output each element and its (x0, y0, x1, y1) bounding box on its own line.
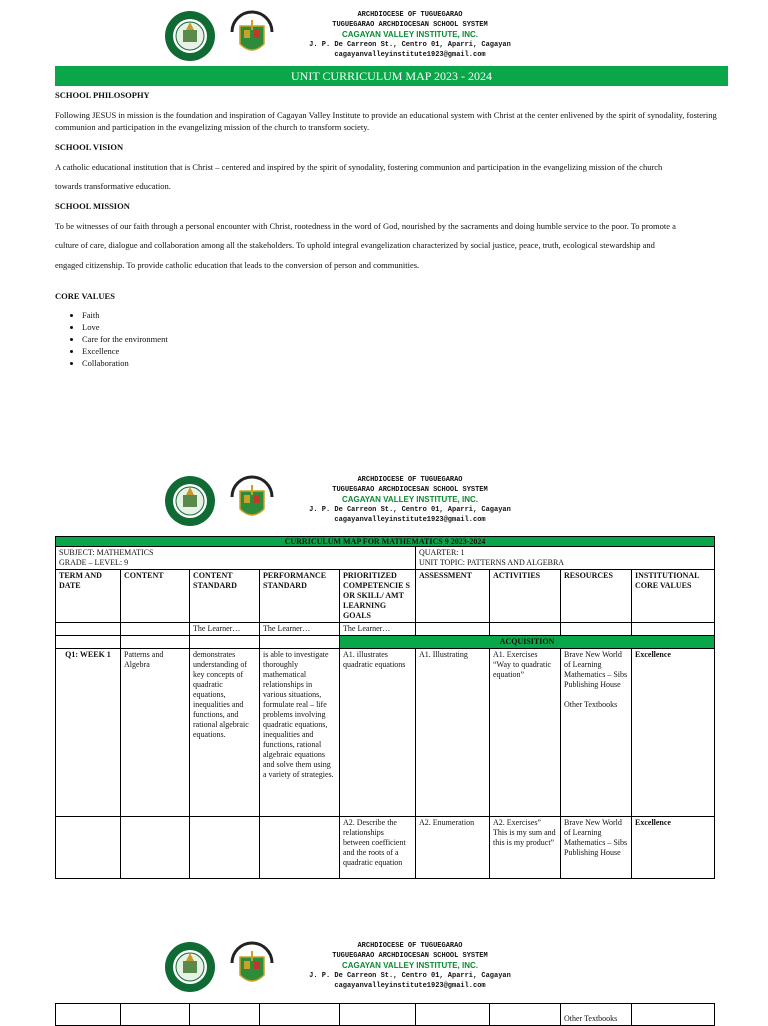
header-school-system: TUGUEGARAO ARCHDIOCESAN SCHOOL SYSTEM (332, 486, 488, 494)
core-value-cell: Excellence (632, 649, 715, 817)
content-cell: Patterns and Algebra (121, 649, 190, 817)
activities-cell: A2. Exercises” This is my sum and this is my product” (490, 817, 561, 879)
school-header (0, 941, 768, 1003)
vision-section (55, 141, 725, 192)
core-values-heading: CORE VALUES (55, 291, 115, 301)
competency-cell: A1. illustrates quadratic equations (340, 649, 416, 817)
col-header-activities: ACTIVITIES (490, 570, 561, 623)
subject-grade-cell (56, 547, 416, 570)
quarter-label: QUARTER: 1 (419, 548, 465, 557)
col-header-assessment: ASSESSMENT (416, 570, 490, 623)
col-header-performance-standard: PERFORMANCE STANDARD (260, 570, 340, 623)
col-header-core-values: INSTITUTIONAL CORE VALUES (632, 570, 715, 623)
curriculum-map-table-continued (55, 1003, 715, 1026)
philosophy-text: Following JESUS in mission is the foundation and inspiration of Cagayan Valley Institute to provide an educational system with Christ at the center enlivened by the spirit of synodality, fostering communion and participation in the evangelizing mission of the church to transform society. (55, 110, 717, 132)
header-institution: CAGAYAN VALLEY INSTITUTE, INC. (341, 961, 479, 970)
col-header-competencies: PRIORITIZED COMPETENCIE S OR SKILL/ AMT LEARNING GOALS (340, 570, 416, 623)
mission-section (55, 200, 725, 271)
term-week-cell: Q1: WEEK 1 (56, 649, 121, 817)
header-archdiocese: ARCHDIOCESE OF TUGUEGARAO (357, 476, 463, 484)
resource-item: Other Textbooks (564, 700, 618, 709)
subject-label: SUBJECT: MATHEMATICS (59, 548, 154, 557)
mission-text: To be witnesses of our faith through a personal encounter with Christ, rootedness in the word of God, nourished by the sacraments and doing humble service to the poor. To promote a (55, 221, 676, 231)
map-title: CURRICULUM MAP FOR MATHEMATICS 9 2023-2024 (56, 537, 715, 547)
core-value-item: • Care for the environment (82, 333, 168, 345)
resource-item: Brave New World of Learning Mathematics – Sibs Publishing House (564, 650, 628, 689)
col-header-content-standard: CONTENT STANDARD (190, 570, 260, 623)
curriculum-map-table (55, 536, 715, 879)
core-value-item: • Love (82, 321, 168, 333)
mission-text-cont: culture of care, dialogue and collaboration among all the stakeholders. To uphold integral evangelization characterized by social justice, peace, truth, ecological stewardship and (55, 240, 655, 250)
mission-text-end: engaged citizenship. To provide catholic education that leads to the conversion of person and communities. (55, 260, 420, 270)
competency-learner: The Learner… (340, 623, 416, 636)
core-value-item: • Faith (82, 309, 168, 321)
resources-cell: Brave New World of Learning Mathematics – Sibs Publishing House (561, 817, 632, 879)
cvi-seal-logo (164, 475, 216, 527)
header-email: cagayanvalleyinstitute1923@gmail.com (334, 516, 486, 524)
header-school-system: TUGUEGARAO ARCHDIOCESAN SCHOOL SYSTEM (332, 952, 488, 960)
header-address: J. P. De Carreon St., Centro 01, Aparri, Cagayan (309, 41, 511, 49)
core-values-list (62, 309, 168, 369)
header-address: J. P. De Carreon St., Centro 01, Aparri, Cagayan (309, 506, 511, 514)
header-email: cagayanvalleyinstitute1923@gmail.com (334, 982, 486, 990)
page-title-banner: UNIT CURRICULUM MAP 2023 - 2024 (55, 66, 728, 86)
philosophy-section (55, 89, 725, 133)
philosophy-heading: SCHOOL PHILOSOPHY (55, 90, 150, 100)
performance-standard-learner: The Learner… (260, 623, 340, 636)
grade-label: GRADE – LEVEL: 9 (59, 558, 129, 567)
vision-text: A catholic educational institution that is Christ – centered and inspired by the spirit of synodality, fostering communion and participation in the evangelizing mission of the church (55, 162, 663, 172)
core-value-item: • Excellence (82, 345, 168, 357)
cvi-seal-logo (164, 10, 216, 62)
assessment-cell: A2. Enumeration (416, 817, 490, 879)
performance-standard-cell: is able to investigate thoroughly mathematical relationships in various situations, formulate real – life problems involving quadratic equations, inequalities and functions, rational algebraic equations and solve them using a variety of strategies. (260, 649, 340, 817)
header-archdiocese: ARCHDIOCESE OF TUGUEGARAO (357, 942, 463, 950)
assessment-cell: A1. Illustrating (416, 649, 490, 817)
col-header-resources: RESOURCES (561, 570, 632, 623)
col-header-content: CONTENT (121, 570, 190, 623)
content-standard-cell: demonstrates understanding of key concepts of quadratic equations, inequalities and functions, and rational algebraic equations. (190, 649, 260, 817)
content-standard-learner: The Learner… (190, 623, 260, 636)
header-institution: CAGAYAN VALLEY INSTITUTE, INC. (341, 495, 479, 504)
school-header (0, 475, 768, 537)
activities-cell: A1. Exercises “Way to quadratic equation” (490, 649, 561, 817)
header-email: cagayanvalleyinstitute1923@gmail.com (334, 51, 486, 59)
unit-topic-label: UNIT TOPIC: PATTERNS AND ALGEBRA (419, 558, 565, 567)
quarter-topic-cell (416, 547, 715, 570)
core-value-cell: Excellence (632, 817, 715, 879)
col-header-term: TERM AND DATE (56, 570, 121, 623)
header-school-system: TUGUEGARAO ARCHDIOCESAN SCHOOL SYSTEM (332, 21, 488, 29)
resources-cell (561, 649, 632, 817)
header-address: J. P. De Carreon St., Centro 01, Aparri, Cagayan (309, 972, 511, 980)
mission-heading: SCHOOL MISSION (55, 201, 130, 211)
cvi-seal-logo (164, 941, 216, 993)
acquisition-band: ACQUISITION (340, 636, 715, 649)
resources-cell: Other Textbooks (561, 1004, 632, 1026)
header-archdiocese: ARCHDIOCESE OF TUGUEGARAO (357, 11, 463, 19)
vision-text-cont: towards transformative education. (55, 181, 171, 191)
vision-heading: SCHOOL VISION (55, 142, 124, 152)
competency-cell: A2. Describe the relationships between coefficient and the roots of a quadratic equation (340, 817, 416, 879)
core-value-item: • Collaboration (82, 357, 168, 369)
core-values-section (55, 290, 725, 302)
school-header (0, 10, 768, 72)
header-institution: CAGAYAN VALLEY INSTITUTE, INC. (341, 30, 479, 39)
